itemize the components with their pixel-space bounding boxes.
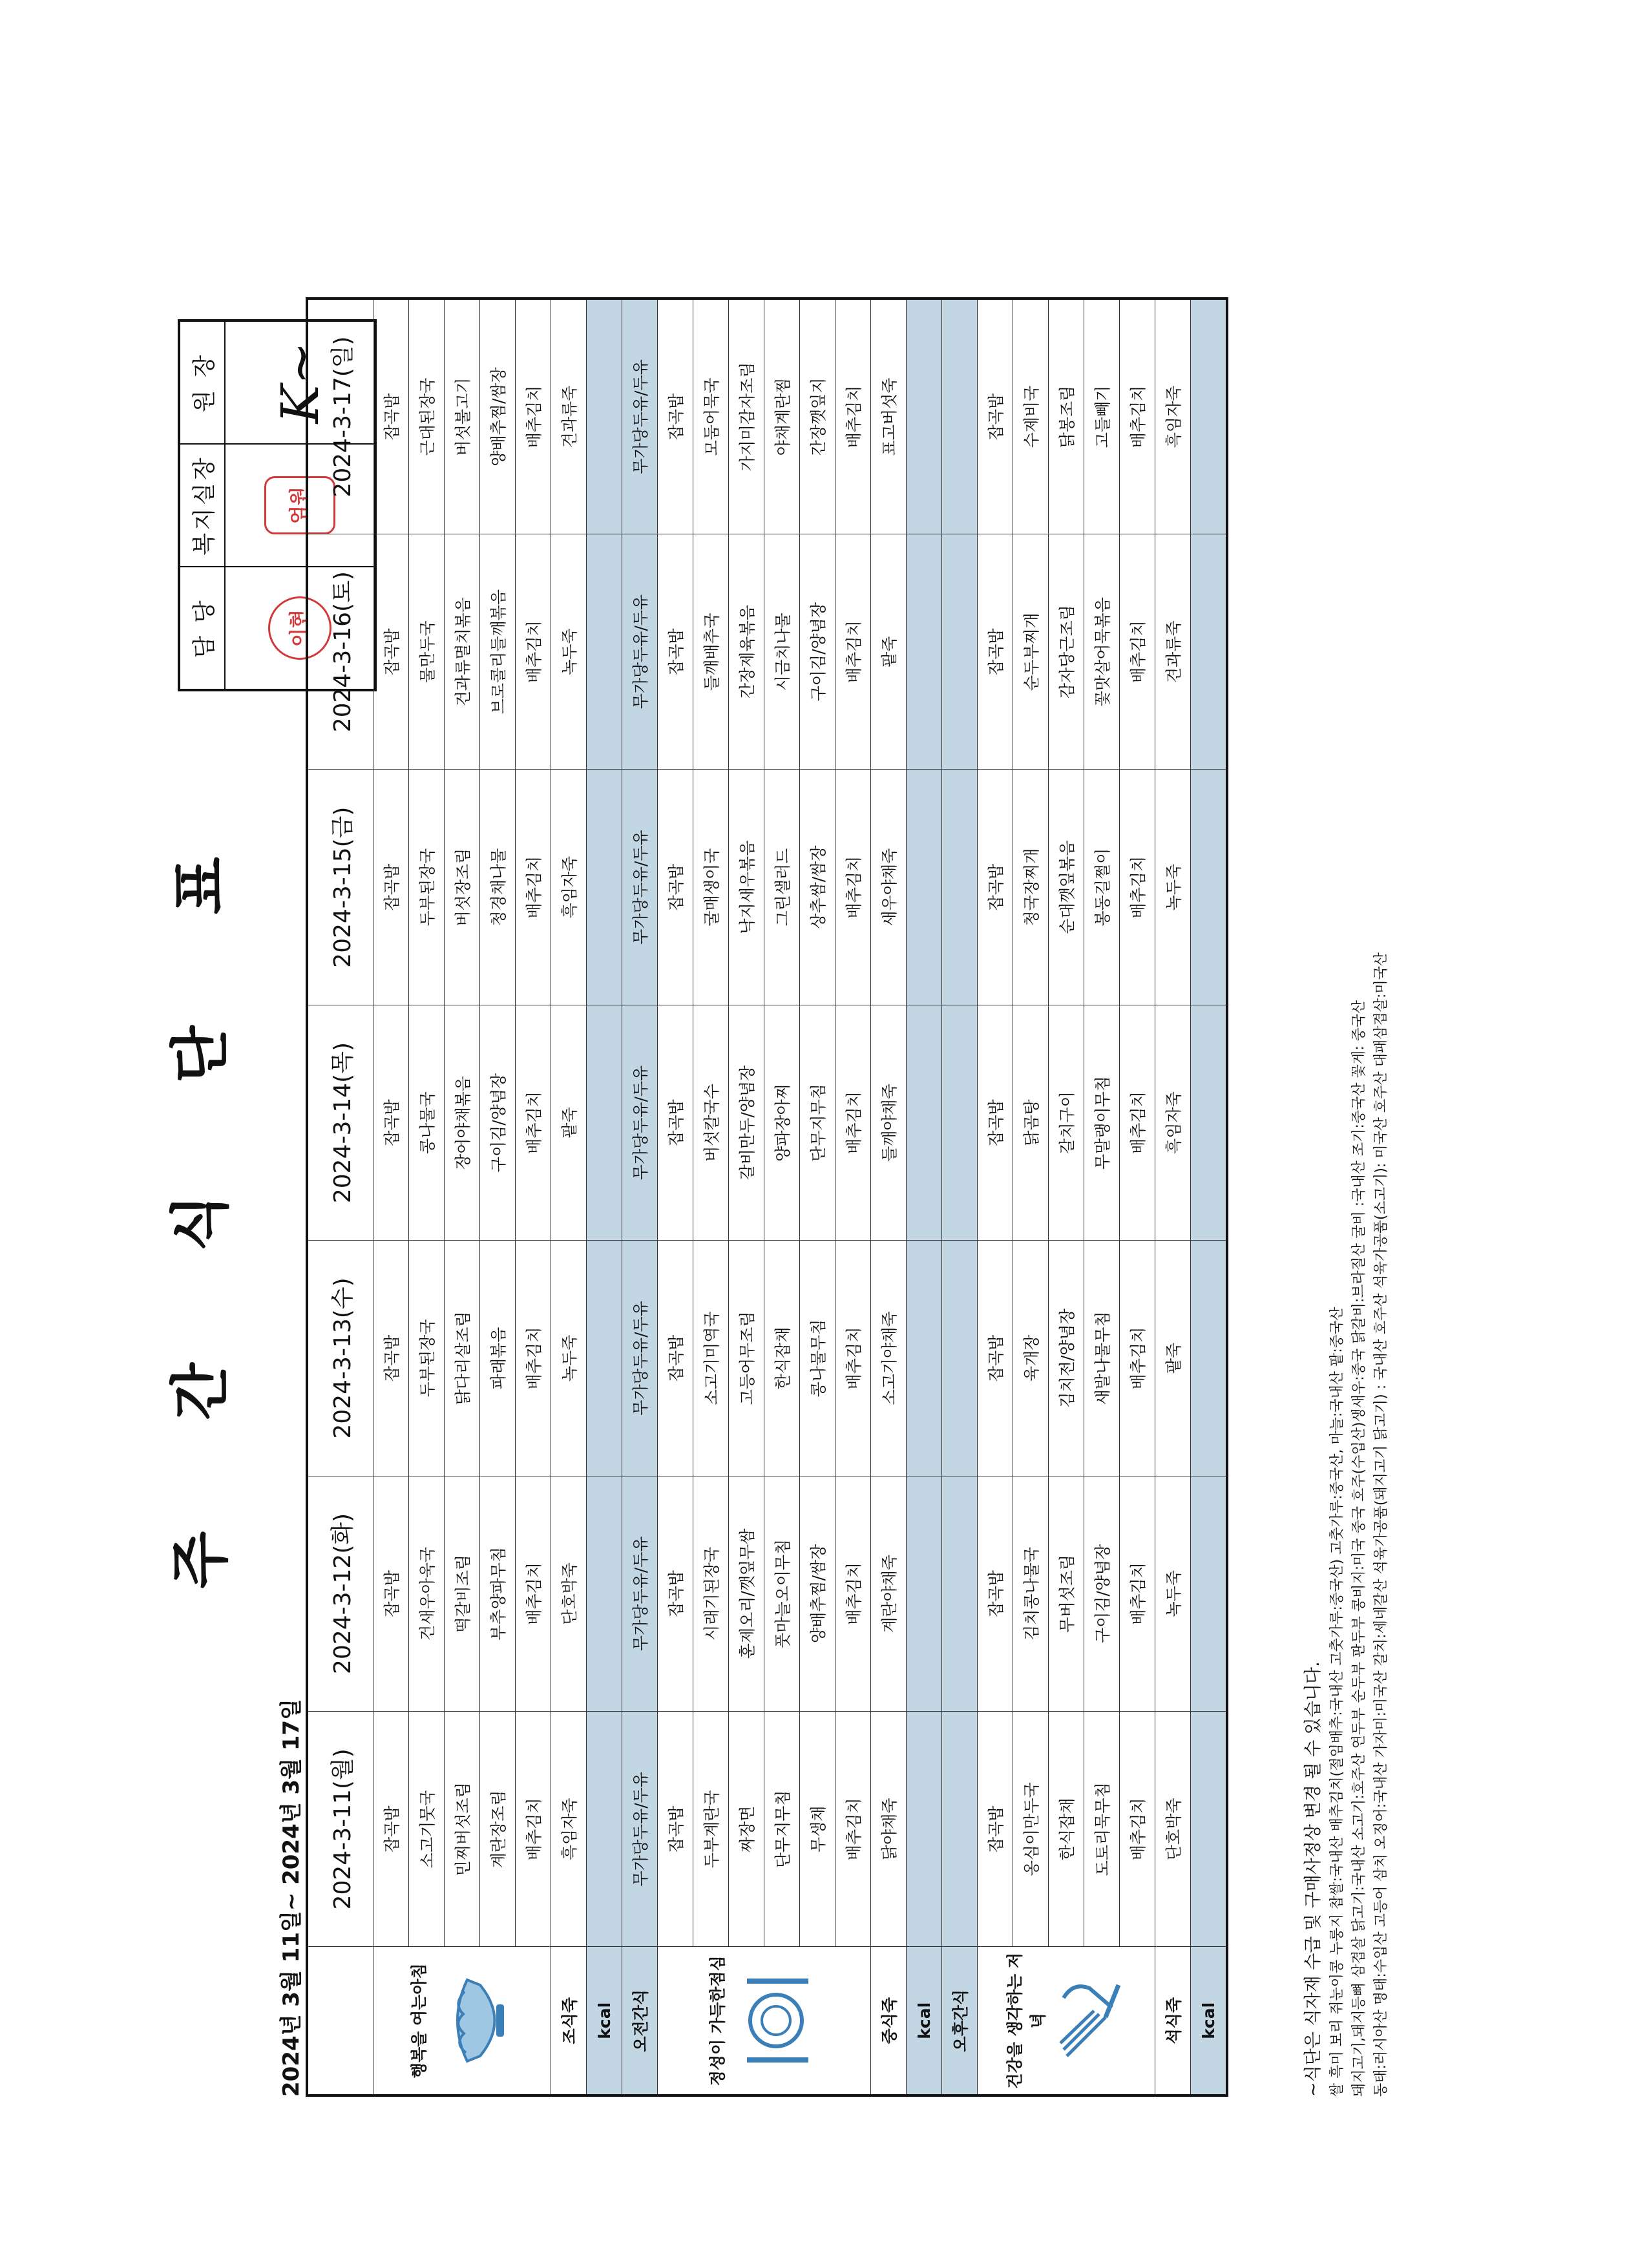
menu-cell: 잡곡밥 (978, 1241, 1013, 1476)
corner-cell (307, 1947, 373, 2095)
menu-cell: 양배추찜/쌈장 (480, 299, 516, 534)
menu-cell: 계란장조림 (480, 1712, 516, 1947)
menu-cell: 흑임자죽 (551, 770, 587, 1005)
lunch-section (658, 1947, 871, 2095)
menu-cell: 순두부찌개 (1013, 534, 1049, 769)
menu-cell: 상추쌈/쌈장 (800, 770, 835, 1005)
menu-cell: 옹심이만두국 (1013, 1712, 1049, 1947)
red-stamp-icon: 이현 (268, 596, 331, 660)
menu-cell (1191, 1476, 1228, 1711)
menu-cell: 무가당두유/두유 (622, 534, 658, 769)
menu-cell: 잡곡밥 (373, 299, 409, 534)
menu-cell: 닭봉조림 (1049, 299, 1084, 534)
menu-cell: 무가당두유/두유 (622, 299, 658, 534)
dinner-section (978, 1947, 1155, 2095)
menu-cell (942, 770, 978, 1005)
menu-cell: 배추김치 (516, 1712, 551, 1947)
menu-cell (587, 299, 622, 534)
menu-cell: 잡곡밥 (978, 1712, 1013, 1947)
menu-cell: 배추김치 (835, 1712, 871, 1947)
menu-cell: 잡곡밥 (658, 1476, 693, 1711)
menu-cell: 두부된장국 (409, 1241, 445, 1476)
breakfast-section (373, 1947, 551, 2095)
menu-cell: 가지미감자조림 (729, 299, 764, 534)
menu-cell: 배추김치 (1120, 1241, 1155, 1476)
menu-cell: 배추김치 (835, 534, 871, 769)
menu-cell: 새우야채죽 (871, 770, 907, 1005)
menu-cell: 흑임자죽 (551, 1712, 587, 1947)
menu-cell: 무말랭이무침 (1084, 1005, 1120, 1240)
menu-cell: 무가당두유/두유 (622, 770, 658, 1005)
menu-cell: 콩나물무침 (800, 1241, 835, 1476)
menu-cell: 녹두죽 (551, 534, 587, 769)
menu-cell: 떡갈비조림 (445, 1476, 480, 1711)
menu-cell: 시래기된장국 (693, 1476, 729, 1711)
note-line: ~식단은 식자재 수급 및 구매사정상 변경 될 수 있습니다. (1303, 1661, 1323, 2097)
menu-cell: 구이김/양념장 (800, 534, 835, 769)
menu-cell: 잡곡밥 (658, 770, 693, 1005)
menu-cell (907, 1712, 942, 1947)
menu-cell: 수제비국 (1013, 299, 1049, 534)
menu-cell: 버섯칼국수 (693, 1005, 729, 1240)
menu-cell: 청국장찌개 (1013, 770, 1049, 1005)
menu-cell: 잡곡밥 (978, 1476, 1013, 1711)
menu-cell (1191, 534, 1228, 769)
menu-row (1084, 299, 1120, 2095)
menu-cell (587, 1005, 622, 1240)
menu-cell: 배추김치 (1120, 1005, 1155, 1240)
menu-cell: 무생채 (800, 1712, 835, 1947)
menu-cell: 녹두죽 (551, 1241, 587, 1476)
menu-cell: 팥죽 (871, 534, 907, 769)
menu-cell: 배추김치 (516, 1005, 551, 1240)
menu-cell: 잡곡밥 (978, 770, 1013, 1005)
menu-cell: 잡곡밥 (373, 1241, 409, 1476)
menu-cell (942, 1005, 978, 1240)
menu-cell: 건새우아욱국 (409, 1476, 445, 1711)
menu-cell: 무버섯조림 (1049, 1476, 1084, 1711)
band-row (1191, 299, 1228, 2095)
menu-cell: 배추김치 (835, 299, 871, 534)
menu-cell: 들깨야채죽 (871, 1005, 907, 1240)
row-label: kcal (907, 1947, 942, 2095)
lunch-section-label: 정성이 가득한점심 (708, 1955, 728, 2086)
menu-cell: 육개장 (1013, 1241, 1049, 1476)
menu-cell: 잡곡밥 (658, 1005, 693, 1240)
row-label: kcal (587, 1947, 622, 2095)
menu-table (306, 297, 1228, 2097)
menu-cell: 모둠어묵국 (693, 299, 729, 534)
menu-cell: 잡곡밥 (373, 534, 409, 769)
menu-cell: 닭곰탕 (1013, 1005, 1049, 1240)
menu-cell: 견과류죽 (1155, 534, 1191, 769)
menu-cell: 잡곡밥 (373, 1712, 409, 1947)
menu-row (373, 299, 409, 2095)
menu-cell: 팥죽 (551, 1005, 587, 1240)
menu-cell: 갈치구이 (1049, 1005, 1084, 1240)
approval-role: 담 당 (179, 567, 225, 690)
menu-cell: 흑임자죽 (1155, 1005, 1191, 1240)
row-label: 오전간식 (622, 1947, 658, 2095)
menu-cell: 건과류멸치볶음 (445, 534, 480, 769)
menu-cell: 브로콜리들깨볶음 (480, 534, 516, 769)
day-header-row (307, 299, 373, 2095)
menu-cell: 갈비만두/양념장 (729, 1005, 764, 1240)
menu-cell: 소고기뭇국 (409, 1712, 445, 1947)
menu-cell (1191, 299, 1228, 534)
menu-cell (1191, 1005, 1228, 1240)
menu-cell: 잡곡밥 (978, 299, 1013, 534)
menu-cell: 잡곡밥 (658, 299, 693, 534)
menu-cell: 배추김치 (1120, 299, 1155, 534)
menu-cell (907, 1476, 942, 1711)
menu-cell (587, 1712, 622, 1947)
menu-cell: 두부계란국 (693, 1712, 729, 1947)
menu-cell: 시금치나물 (764, 534, 800, 769)
menu-cell: 순대깻잎볶음 (1049, 770, 1084, 1005)
menu-cell: 콩나물국 (409, 1005, 445, 1240)
menu-cell (587, 770, 622, 1005)
menu-cell: 김치콩나물국 (1013, 1476, 1049, 1711)
menu-cell: 물만두국 (409, 534, 445, 769)
menu-cell: 장어야채볶음 (445, 1005, 480, 1240)
menu-cell (942, 299, 978, 534)
menu-cell (587, 534, 622, 769)
menu-cell: 소고기야채죽 (871, 1241, 907, 1476)
menu-row (729, 299, 764, 2095)
menu-row (693, 299, 729, 2095)
menu-cell: 양파장아찌 (764, 1005, 800, 1240)
menu-row (516, 299, 551, 2095)
menu-cell (942, 534, 978, 769)
menu-cell: 두부된장국 (409, 770, 445, 1005)
menu-cell: 그린샐러드 (764, 770, 800, 1005)
menu-cell (907, 1005, 942, 1240)
menu-cell: 배추김치 (835, 1241, 871, 1476)
menu-cell: 굴매생이국 (693, 770, 729, 1005)
approval-role: 복지실장 (179, 444, 225, 567)
row-label: 오후간식 (942, 1947, 978, 2095)
menu-cell: 배추김치 (1120, 1476, 1155, 1711)
row-label: 조식죽 (551, 1947, 587, 2095)
menu-cell: 잡곡밥 (978, 534, 1013, 769)
menu-cell: 감자당근조림 (1049, 534, 1084, 769)
menu-cell: 배추김치 (516, 770, 551, 1005)
menu-cell: 김치전/양념장 (1049, 1241, 1084, 1476)
rice-bowl-icon (435, 1972, 512, 2069)
menu-cell (587, 1241, 622, 1476)
menu-cell: 버섯장조림 (445, 770, 480, 1005)
menu-cell: 무가당두유/두유 (622, 1241, 658, 1476)
menu-cell: 녹두죽 (1155, 770, 1191, 1005)
menu-cell: 단무지무침 (764, 1712, 800, 1947)
day-header: 2024-3-12(화) (307, 1476, 373, 1711)
menu-cell: 소고기미역국 (693, 1241, 729, 1476)
day-header: 2024-3-17(일) (307, 299, 373, 534)
row-label: kcal (1191, 1947, 1228, 2095)
menu-cell: 잡곡밥 (373, 1476, 409, 1711)
day-header: 2024-3-15(금) (307, 770, 373, 1005)
menu-cell: 새발나물무침 (1084, 1241, 1120, 1476)
menu-row (445, 299, 480, 2095)
date-range: 2024년 3월 11일~ 2024년 3월 17일 (278, 1699, 304, 2097)
menu-cell: 잡곡밥 (658, 1241, 693, 1476)
menu-row (658, 299, 693, 2095)
cutlery-icon (1054, 1972, 1125, 2069)
menu-cell: 단무지무침 (800, 1005, 835, 1240)
menu-cell: 팥죽 (1155, 1241, 1191, 1476)
menu-cell: 배추김치 (835, 1005, 871, 1240)
menu-cell: 간장제육볶음 (729, 534, 764, 769)
menu-cell: 민찌버섯조림 (445, 1712, 480, 1947)
menu-cell: 들깨배추국 (693, 534, 729, 769)
menu-cell: 낙지새우볶음 (729, 770, 764, 1005)
menu-cell: 표고버섯죽 (871, 299, 907, 534)
menu-cell: 훈제오리/깻잎무쌈 (729, 1476, 764, 1711)
day-header: 2024-3-14(목) (307, 1005, 373, 1240)
menu-cell (907, 534, 942, 769)
menu-cell: 파래볶음 (480, 1241, 516, 1476)
menu-cell (942, 1476, 978, 1711)
menu-cell: 단호박죽 (1155, 1712, 1191, 1947)
menu-cell (907, 1241, 942, 1476)
menu-row (764, 299, 800, 2095)
menu-cell: 구이김/양념장 (480, 1005, 516, 1240)
menu-row (1049, 299, 1084, 2095)
menu-row (835, 299, 871, 2095)
menu-cell (907, 299, 942, 534)
menu-cell (942, 1241, 978, 1476)
menu-cell: 구이김/양념장 (1084, 1476, 1120, 1711)
menu-row (800, 299, 835, 2095)
day-header: 2024-3-16(토) (307, 534, 373, 769)
fork-plate-icon (734, 1972, 818, 2069)
menu-cell (587, 1476, 622, 1711)
signature: K~ (269, 341, 330, 424)
menu-cell: 배추김치 (835, 1476, 871, 1711)
menu-cell: 꽃맛살어묵볶음 (1084, 534, 1120, 769)
menu-row (1013, 299, 1049, 2095)
note-line: 동태:러시아산 명태:수입산 고등어 삼치 오징어:국내산 가자미:미국산 갈치:세네갈산 석육가공품(돼지고기 닭고기) : 국내산 호주산 석육가공품(소고기): 미국산 호주산 대패삼겹살:미국산 (1373, 952, 1389, 2097)
menu-cell: 짜장면 (729, 1712, 764, 1947)
menu-cell (1191, 770, 1228, 1005)
menu-cell: 배추김치 (516, 534, 551, 769)
menu-cell: 풋마늘오이무침 (764, 1476, 800, 1711)
band-row (622, 299, 658, 2095)
note-line: 쌀 흑미 보리 쥐눈이콩 누룽지 찹쌀:국내산 배추김치(절임배추:국내산 고춧가루:중국산) 고춧가루:중국산, 마늘:국내산 팥:중국산 (1329, 1307, 1345, 2097)
menu-cell: 닭야채죽 (871, 1712, 907, 1947)
menu-cell: 계란야채죽 (871, 1476, 907, 1711)
note-line: 돼지고기,돼지등뼈 삼겹살 닭고기:국내산 소고기:호주산 연두부 순두부 판두부 콩비지:미국 중국 호주(수입산)생새우:중국 닭갈비:브라질산 굴비 :국내산 조기:중국산 꽃게: 중국산 (1351, 1000, 1367, 2097)
menu-cell: 야채계란찜 (764, 299, 800, 534)
menu-cell: 봉동길쩔이 (1084, 770, 1120, 1005)
menu-cell: 부추양파무침 (480, 1476, 516, 1711)
menu-cell: 고들빼기 (1084, 299, 1120, 534)
menu-cell: 청경채나물 (480, 770, 516, 1005)
porridge-row (871, 299, 907, 2095)
menu-cell: 잡곡밥 (658, 1712, 693, 1947)
menu-cell: 배추김치 (516, 299, 551, 534)
menu-cell: 배추김치 (835, 770, 871, 1005)
row-label: 중식죽 (871, 1947, 907, 2095)
day-header: 2024-3-11(월) (307, 1712, 373, 1947)
menu-cell: 한식잡채 (764, 1241, 800, 1476)
menu-cell: 견과류죽 (551, 299, 587, 534)
rotated-page (152, 297, 1396, 2103)
menu-cell: 배추김치 (1120, 534, 1155, 769)
porridge-row (1155, 299, 1191, 2095)
band-row (907, 299, 942, 2095)
menu-cell (907, 770, 942, 1005)
menu-cell: 양배추찜/쌈장 (800, 1476, 835, 1711)
menu-cell: 무가당두유/두유 (622, 1476, 658, 1711)
menu-cell: 녹두죽 (1155, 1476, 1191, 1711)
day-header: 2024-3-13(수) (307, 1241, 373, 1476)
menu-cell: 배추김치 (1120, 1712, 1155, 1947)
menu-row (409, 299, 445, 2095)
menu-cell: 닭다리살조림 (445, 1241, 480, 1476)
dinner-section-label: 건강을 생각하는 저녁 (1005, 1952, 1047, 2089)
notes (1301, 297, 1392, 2097)
menu-cell: 한식잡채 (1049, 1712, 1084, 1947)
menu-cell: 잡곡밥 (978, 1005, 1013, 1240)
menu-cell: 단호박죽 (551, 1476, 587, 1711)
menu-cell: 근대된장국 (409, 299, 445, 534)
menu-cell: 잡곡밥 (373, 770, 409, 1005)
menu-cell: 잡곡밥 (658, 534, 693, 769)
band-row (942, 299, 978, 2095)
menu-cell: 흑임자죽 (1155, 299, 1191, 534)
porridge-row (551, 299, 587, 2095)
menu-cell: 무가당두유/두유 (622, 1712, 658, 1947)
menu-cell: 도토리묵무침 (1084, 1712, 1120, 1947)
menu-cell (942, 1712, 978, 1947)
menu-cell: 배추김치 (516, 1241, 551, 1476)
red-stamp-icon: 엄원 (264, 476, 335, 534)
breakfast-section-label: 행복을 여는아침 (409, 1963, 428, 2079)
menu-cell (1191, 1712, 1228, 1947)
band-row (587, 299, 622, 2095)
row-label: 석식죽 (1155, 1947, 1191, 2095)
menu-cell: 잡곡밥 (373, 1005, 409, 1240)
menu-cell: 무가당두유/두유 (622, 1005, 658, 1240)
menu-cell: 고등어무조림 (729, 1241, 764, 1476)
menu-row (1120, 299, 1155, 2095)
menu-cell: 간장깻잎지 (800, 299, 835, 534)
menu-row (978, 299, 1013, 2095)
menu-cell: 배추김치 (1120, 770, 1155, 1005)
menu-cell: 버섯불고기 (445, 299, 480, 534)
menu-row (480, 299, 516, 2095)
menu-cell (1191, 1241, 1228, 1476)
menu-cell: 배추김치 (516, 1476, 551, 1711)
page-title: 주 간 식 단 표 (165, 812, 235, 1589)
approval-role: 원 장 (179, 320, 225, 444)
